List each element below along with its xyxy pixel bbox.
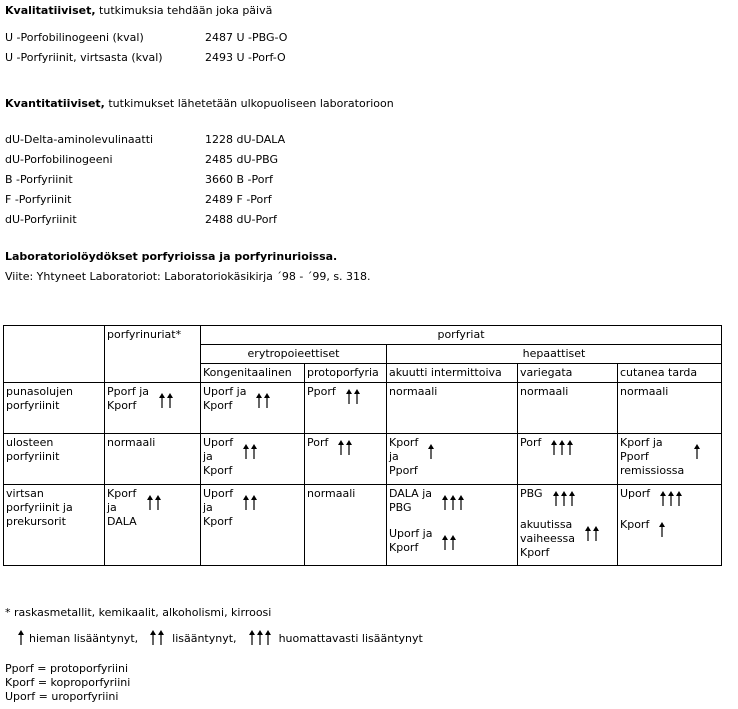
table-cell	[105, 485, 201, 566]
quant-row-5-code: 2488 dU-Porf	[205, 213, 277, 226]
table-cell	[387, 434, 518, 485]
cell-text: normaali	[107, 436, 156, 449]
cell-text: Uporf ja Kporf	[389, 527, 433, 554]
cell-text: normaali	[520, 385, 569, 398]
cell-text: Kporf ja Pporf remissiossa	[620, 436, 685, 477]
arrow-up-icon	[551, 440, 577, 455]
quant-row-4-name: F -Porfyriinit	[5, 193, 72, 206]
header-porfyriat: porfyriat	[201, 326, 722, 345]
cell-text: Uporf ja Kporf	[203, 385, 247, 412]
header-cutanea-tarda: cutanea tarda	[618, 364, 722, 383]
cell-text: Porf	[520, 436, 542, 449]
abbreviation-kporf: Kporf = koproporfyriini	[5, 676, 131, 689]
table-cell	[105, 383, 201, 434]
porphyria-findings-table	[3, 325, 722, 566]
cell-text: Uporf ja Kporf	[203, 487, 234, 528]
cell-text: Pporf ja Kporf	[107, 385, 150, 412]
arrow-up-icon	[150, 630, 168, 645]
qual-row-1-name: U -Porfobilinogeeni (kval)	[5, 31, 144, 44]
corner-cell	[4, 326, 105, 383]
arrow-up-icon	[18, 630, 28, 645]
table-cell	[387, 485, 518, 566]
cell-text: DALA ja PBG	[389, 487, 433, 514]
table-cell	[518, 383, 618, 434]
arrow-up-icon	[442, 535, 460, 550]
table-row	[4, 434, 722, 485]
table-cell	[201, 434, 305, 485]
abbreviation-pporf: Pporf = protoporfyriini	[5, 662, 129, 675]
table-cell	[618, 485, 722, 566]
quant-row-1-code: 1228 dU-DALA	[205, 133, 286, 146]
cell-text: Uporf ja Kporf	[203, 436, 234, 477]
quant-row-2-code: 2485 dU-PBG	[205, 153, 279, 166]
quant-row-3-code: 3660 B -Porf	[205, 173, 273, 186]
arrow-up-icon	[346, 389, 364, 404]
quant-row-3-name: B -Porfyriinit	[5, 173, 73, 186]
legend-item: hieman lisääntynyt,	[18, 630, 138, 645]
arrow-up-icon	[442, 495, 468, 510]
table-row	[4, 383, 722, 434]
table-cell	[518, 434, 618, 485]
legend-item: huomattavasti lisääntynyt	[249, 630, 423, 645]
arrow-up-icon	[243, 495, 261, 510]
table-cell	[387, 383, 518, 434]
quant-row-4-code: 2489 F -Porf	[205, 193, 272, 206]
row-label: virtsan porfyriinit ja prekursorit	[4, 485, 105, 566]
header-erytropoieettiset: erytropoieettiset	[201, 345, 387, 364]
qual-row-2-code: 2493 U -Porf-O	[205, 51, 286, 64]
cell-text: normaali	[389, 385, 438, 398]
cell-text: akuutissa vaiheessa Kporf	[520, 518, 576, 559]
arrow-up-icon	[147, 495, 165, 510]
table-cell	[618, 383, 722, 434]
lab-reference: Viite: Yhtyneet Laboratoriot: Laboratoriokäsikirja ´98 - ´99, s. 318.	[5, 270, 371, 283]
header-kongenitaalinen: Kongenitaalinen	[201, 364, 305, 383]
cell-text: Pporf	[307, 385, 336, 398]
quant-row-5-name: dU-Porfyriinit	[5, 213, 77, 226]
table-cell	[305, 434, 387, 485]
cell-text: Porf	[307, 436, 329, 449]
quantitative-heading: Kvantitatiiviset, tutkimukset lähetetään ulkopuoliseen laboratorioon	[5, 97, 394, 110]
cell-text: Kporf	[620, 518, 650, 531]
arrow-up-icon	[249, 630, 275, 645]
header-porfyrinuriat: porfyrinuriat*	[105, 326, 201, 383]
arrow-up-icon	[159, 393, 177, 408]
qual-row-1-code: 2487 U -PBG-O	[205, 31, 288, 44]
table-cell	[105, 434, 201, 485]
arrow-up-icon	[243, 444, 261, 459]
table-cell	[305, 485, 387, 566]
arrow-up-icon	[694, 444, 704, 459]
table-cell	[305, 383, 387, 434]
qualitative-heading: Kvalitatiiviset, tutkimuksia tehdään joka päivä	[5, 4, 273, 17]
arrow-up-icon	[585, 526, 603, 541]
lab-title: Laboratoriolöydökset porfyrioissa ja porfyrinurioissa.	[5, 250, 338, 263]
cell-text: Uporf	[620, 487, 651, 500]
arrow-up-icon	[338, 440, 356, 455]
arrow-up-icon	[256, 393, 274, 408]
header-hepaattiset: hepaattiset	[387, 345, 722, 364]
table-cell	[201, 485, 305, 566]
header-akuutti-intermittoiva: akuutti intermittoiva	[387, 364, 518, 383]
row-label: ulosteen porfyriinit	[4, 434, 105, 485]
table-cell	[518, 485, 618, 566]
arrow-legend	[18, 630, 423, 645]
cell-text: Kporf ja Pporf	[389, 436, 419, 477]
legend-item: lisääntynyt,	[150, 630, 236, 645]
row-label: punasolujen porfyriinit	[4, 383, 105, 434]
arrow-up-icon	[659, 522, 669, 537]
header-variegata: variegata	[518, 364, 618, 383]
footnote: * raskasmetallit, kemikaalit, alkoholismi, kirroosi	[5, 606, 272, 619]
arrow-up-icon	[660, 491, 686, 506]
quant-row-2-name: dU-Porfobilinogeeni	[5, 153, 113, 166]
header-protoporfyria: protoporfyria	[305, 364, 387, 383]
cell-text: Kporf ja DALA	[107, 487, 137, 528]
qual-row-2-name: U -Porfyriinit, virtsasta (kval)	[5, 51, 163, 64]
table-cell	[201, 383, 305, 434]
cell-text: normaali	[307, 487, 356, 500]
arrow-up-icon	[553, 491, 579, 506]
table-row	[4, 485, 722, 566]
arrow-up-icon	[428, 444, 438, 459]
abbreviation-uporf: Uporf = uroporfyriini	[5, 690, 119, 703]
cell-text: PBG	[520, 487, 543, 500]
table-cell	[618, 434, 722, 485]
quant-row-1-name: dU-Delta-aminolevulinaatti	[5, 133, 154, 146]
cell-text: normaali	[620, 385, 669, 398]
